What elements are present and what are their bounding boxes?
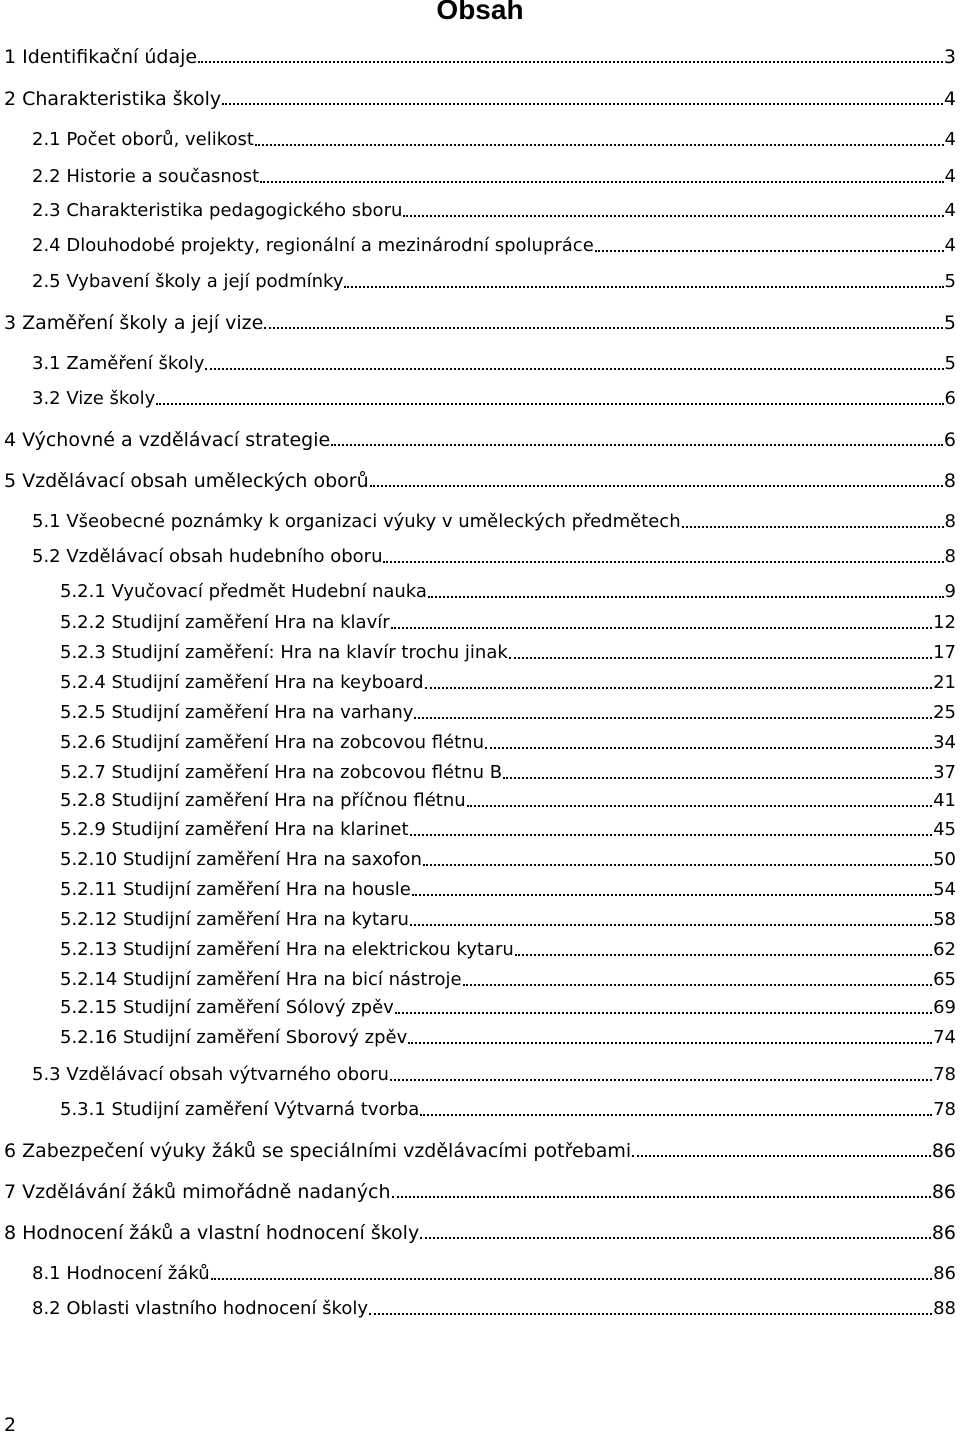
toc-entry-label: 5.2.3 Studijní zaměření: Hra na klavír trochu jinak bbox=[60, 642, 508, 663]
toc-entry-page: 78 bbox=[933, 1099, 956, 1120]
toc-entry[interactable] bbox=[32, 509, 956, 535]
toc-dot-leader bbox=[632, 1155, 931, 1157]
toc-dot-leader bbox=[383, 561, 943, 563]
toc-entry[interactable] bbox=[60, 640, 956, 666]
toc-entry-page: 45 bbox=[933, 819, 956, 840]
toc-dot-leader bbox=[264, 327, 943, 329]
toc-entry-label: 5 Vzdělávací obsah uměleckých oborů bbox=[4, 470, 369, 492]
toc-entry-label: 5.2.11 Studijní zaměření Hra na housle bbox=[60, 879, 411, 900]
toc-entry-page: 12 bbox=[933, 612, 956, 633]
toc-dot-leader bbox=[222, 103, 943, 105]
toc-dot-leader bbox=[595, 250, 944, 252]
toc-entry[interactable] bbox=[60, 670, 956, 696]
toc-entry-page: 25 bbox=[933, 702, 956, 723]
toc-entry[interactable] bbox=[32, 1296, 956, 1322]
toc-entry-label: 5.2.15 Studijní zaměření Sólový zpěv bbox=[60, 997, 394, 1018]
toc-entry-label: 7 Vzdělávání žáků mimořádně nadaných bbox=[4, 1181, 391, 1203]
toc-dot-leader bbox=[198, 61, 943, 63]
toc-entry-label: 6 Zabezpečení výuky žáků se speciálními vzdělávacími potřebami bbox=[4, 1140, 632, 1162]
toc-entry-page: 4 bbox=[943, 88, 956, 110]
toc-entry-page: 69 bbox=[933, 997, 956, 1018]
toc-entry-page: 3 bbox=[943, 46, 956, 68]
toc-entry-label: 5.2.10 Studijní zaměření Hra na saxofon bbox=[60, 849, 422, 870]
toc-dot-leader bbox=[255, 144, 944, 146]
toc-entry-label: 2.3 Charakteristika pedagogického sboru bbox=[32, 200, 403, 221]
toc-entry-label: 3 Zaměření školy a její vize bbox=[4, 312, 264, 334]
toc-entry[interactable] bbox=[60, 610, 956, 636]
page-title: Obsah bbox=[436, 0, 524, 25]
toc-entry[interactable] bbox=[60, 730, 956, 756]
toc-dot-leader bbox=[425, 687, 932, 689]
toc-entry[interactable] bbox=[60, 788, 956, 814]
toc-dot-leader bbox=[205, 368, 943, 370]
toc-dot-leader bbox=[260, 181, 943, 183]
toc-entry-page: 9 bbox=[944, 581, 956, 602]
page-number: 2 bbox=[4, 1414, 17, 1436]
toc-entry[interactable] bbox=[32, 1261, 956, 1287]
toc-entry-page: 4 bbox=[944, 129, 956, 150]
toc-entry[interactable] bbox=[4, 468, 956, 494]
toc-dot-leader bbox=[331, 444, 943, 446]
toc-dot-leader bbox=[156, 403, 943, 405]
toc-entry-label: 5.2.9 Studijní zaměření Hra na klarinet bbox=[60, 819, 409, 840]
toc-dot-leader bbox=[420, 1237, 931, 1239]
toc-dot-leader bbox=[515, 954, 932, 956]
toc-entry-page: 86 bbox=[931, 1140, 956, 1162]
toc-entry-page: 54 bbox=[933, 879, 956, 900]
toc-entry-label: 8.1 Hodnocení žáků bbox=[32, 1263, 210, 1284]
toc-entry-page: 65 bbox=[933, 969, 956, 990]
toc-entry-page: 21 bbox=[933, 672, 956, 693]
toc-entry-page: 4 bbox=[944, 200, 956, 221]
toc-entry-label: 5.2.6 Studijní zaměření Hra na zobcovou flétnu bbox=[60, 732, 484, 753]
toc-entry[interactable] bbox=[32, 233, 956, 259]
toc-entry-label: 5.2.5 Studijní zaměření Hra na varhany bbox=[60, 702, 414, 723]
toc-entry-label: 4 Výchovné a vzdělávací strategie bbox=[4, 429, 331, 451]
toc-dot-leader bbox=[211, 1278, 932, 1280]
toc-entry-page: 86 bbox=[933, 1263, 956, 1284]
toc-entry[interactable] bbox=[60, 700, 956, 726]
toc-dot-leader bbox=[412, 894, 932, 896]
toc-entry-label: 2.1 Počet oborů, velikost bbox=[32, 129, 254, 150]
toc-entry-label: 5.2.16 Studijní zaměření Sborový zpěv bbox=[60, 1027, 408, 1048]
toc-dot-leader bbox=[408, 1042, 932, 1044]
toc-dot-leader bbox=[369, 1313, 932, 1315]
toc-entry-page: 5 bbox=[944, 353, 956, 374]
toc-entry-label: 5.2.2 Studijní zaměření Hra na klavír bbox=[60, 612, 390, 633]
toc-entry-label: 5.2.14 Studijní zaměření Hra na bicí nástroje bbox=[60, 969, 462, 990]
toc-entry-label: 3.1 Zaměření školy bbox=[32, 353, 205, 374]
toc-dot-leader bbox=[463, 984, 933, 986]
toc-entry-page: 86 bbox=[931, 1222, 956, 1244]
toc-entry[interactable] bbox=[60, 817, 956, 843]
toc-entry-page: 37 bbox=[933, 762, 956, 783]
toc-entry[interactable] bbox=[32, 198, 956, 224]
toc-dot-leader bbox=[370, 485, 943, 487]
toc-entry-label: 1 Identifikační údaje bbox=[4, 46, 198, 68]
toc-entry-label: 3.2 Vize školy bbox=[32, 388, 156, 409]
toc-entry[interactable] bbox=[32, 386, 956, 412]
toc-entry-label: 5.2.8 Studijní zaměření Hra na příčnou flétnu bbox=[60, 790, 466, 811]
toc-dot-leader bbox=[503, 777, 932, 779]
toc-entry-page: 8 bbox=[944, 511, 956, 532]
toc-entry-page: 41 bbox=[933, 790, 956, 811]
toc-dot-leader bbox=[428, 596, 944, 598]
toc-entry-page: 50 bbox=[933, 849, 956, 870]
toc-entry[interactable] bbox=[32, 269, 956, 295]
toc-entry-page: 8 bbox=[944, 546, 956, 567]
toc-entry-page: 34 bbox=[933, 732, 956, 753]
toc-entry-label: 2.4 Dlouhodobé projekty, regionální a mezinárodní spolupráce bbox=[32, 235, 594, 256]
toc-dot-leader bbox=[423, 864, 932, 866]
toc-entry-page: 4 bbox=[944, 235, 956, 256]
toc-entry-label: 2.2 Historie a současnost bbox=[32, 166, 260, 187]
toc-dot-leader bbox=[509, 657, 932, 659]
toc-entry[interactable] bbox=[60, 1025, 956, 1051]
toc-entry-page: 8 bbox=[943, 470, 956, 492]
toc-entry[interactable] bbox=[60, 760, 956, 786]
toc-entry[interactable] bbox=[4, 1220, 956, 1246]
toc-dot-leader bbox=[467, 805, 932, 807]
toc-entry-page: 5 bbox=[944, 271, 956, 292]
toc-entry[interactable] bbox=[60, 907, 956, 933]
toc-dot-leader bbox=[392, 1196, 931, 1198]
toc-entry[interactable] bbox=[32, 351, 956, 377]
toc-entry-label: 5.3.1 Studijní zaměření Výtvarná tvorba bbox=[60, 1099, 420, 1120]
toc-entry[interactable] bbox=[60, 877, 956, 903]
toc-dot-leader bbox=[344, 286, 943, 288]
toc-entry-label: 5.1 Všeobecné poznámky k organizaci výuky v uměleckých předmětech bbox=[32, 511, 681, 532]
toc-entry-page: 62 bbox=[933, 939, 956, 960]
toc-dot-leader bbox=[682, 526, 944, 528]
toc-dot-leader bbox=[390, 1079, 932, 1081]
toc-dot-leader bbox=[420, 1114, 932, 1116]
toc-entry-page: 58 bbox=[933, 909, 956, 930]
toc-entry-label: 5.3 Vzdělávací obsah výtvarného oboru bbox=[32, 1064, 389, 1085]
toc-entry-page: 86 bbox=[931, 1181, 956, 1203]
toc-dot-leader bbox=[410, 834, 933, 836]
toc-entry-page: 4 bbox=[944, 166, 956, 187]
toc-dot-leader bbox=[403, 215, 943, 217]
toc-entry[interactable] bbox=[32, 1062, 956, 1088]
toc-entry-label: 8.2 Oblasti vlastního hodnocení školy bbox=[32, 1298, 368, 1319]
toc-entry[interactable] bbox=[4, 1179, 956, 1205]
toc-entry[interactable] bbox=[4, 427, 956, 453]
toc-dot-leader bbox=[410, 924, 932, 926]
toc-entry-label: 8 Hodnocení žáků a vlastní hodnocení školy bbox=[4, 1222, 420, 1244]
toc-entry-page: 17 bbox=[933, 642, 956, 663]
toc-entry[interactable] bbox=[4, 86, 956, 112]
toc-entry[interactable] bbox=[32, 164, 956, 190]
toc-dot-leader bbox=[485, 747, 932, 749]
toc-dot-leader bbox=[395, 1012, 932, 1014]
toc-entry-label: 5.2 Vzdělávací obsah hudebního oboru bbox=[32, 546, 383, 567]
toc-entry-label: 5.2.4 Studijní zaměření Hra na keyboard bbox=[60, 672, 424, 693]
toc-entry[interactable] bbox=[60, 967, 956, 993]
toc-entry-page: 5 bbox=[943, 312, 956, 334]
toc-entry-label: 5.2.13 Studijní zaměření Hra na elektrickou kytaru bbox=[60, 939, 514, 960]
toc-entry-label: 5.2.1 Vyučovací předmět Hudební nauka bbox=[60, 581, 427, 602]
toc-entry[interactable] bbox=[60, 579, 956, 605]
toc-entry[interactable] bbox=[60, 1097, 956, 1123]
toc-entry[interactable] bbox=[32, 544, 956, 570]
toc-dot-leader bbox=[414, 717, 932, 719]
toc-entry[interactable] bbox=[4, 310, 956, 336]
toc-entry-page: 78 bbox=[933, 1064, 956, 1085]
toc-entry[interactable] bbox=[32, 127, 956, 153]
toc-entry[interactable] bbox=[4, 1138, 956, 1164]
toc-entry[interactable] bbox=[60, 937, 956, 963]
toc-entry-label: 5.2.12 Studijní zaměření Hra na kytaru bbox=[60, 909, 409, 930]
toc-entry[interactable] bbox=[60, 847, 956, 873]
toc-dot-leader bbox=[391, 627, 932, 629]
toc-entry-page: 6 bbox=[944, 388, 956, 409]
toc-entry-page: 6 bbox=[943, 429, 956, 451]
toc-entry-label: 2 Charakteristika školy bbox=[4, 88, 222, 110]
toc-entry-label: 2.5 Vybavení školy a její podmínky bbox=[32, 271, 344, 292]
toc-entry[interactable] bbox=[4, 44, 956, 70]
toc-entry-page: 74 bbox=[933, 1027, 956, 1048]
toc-entry-label: 5.2.7 Studijní zaměření Hra na zobcovou flétnu B bbox=[60, 762, 503, 783]
toc-entry-page: 88 bbox=[933, 1298, 956, 1319]
toc-entry[interactable] bbox=[60, 995, 956, 1021]
